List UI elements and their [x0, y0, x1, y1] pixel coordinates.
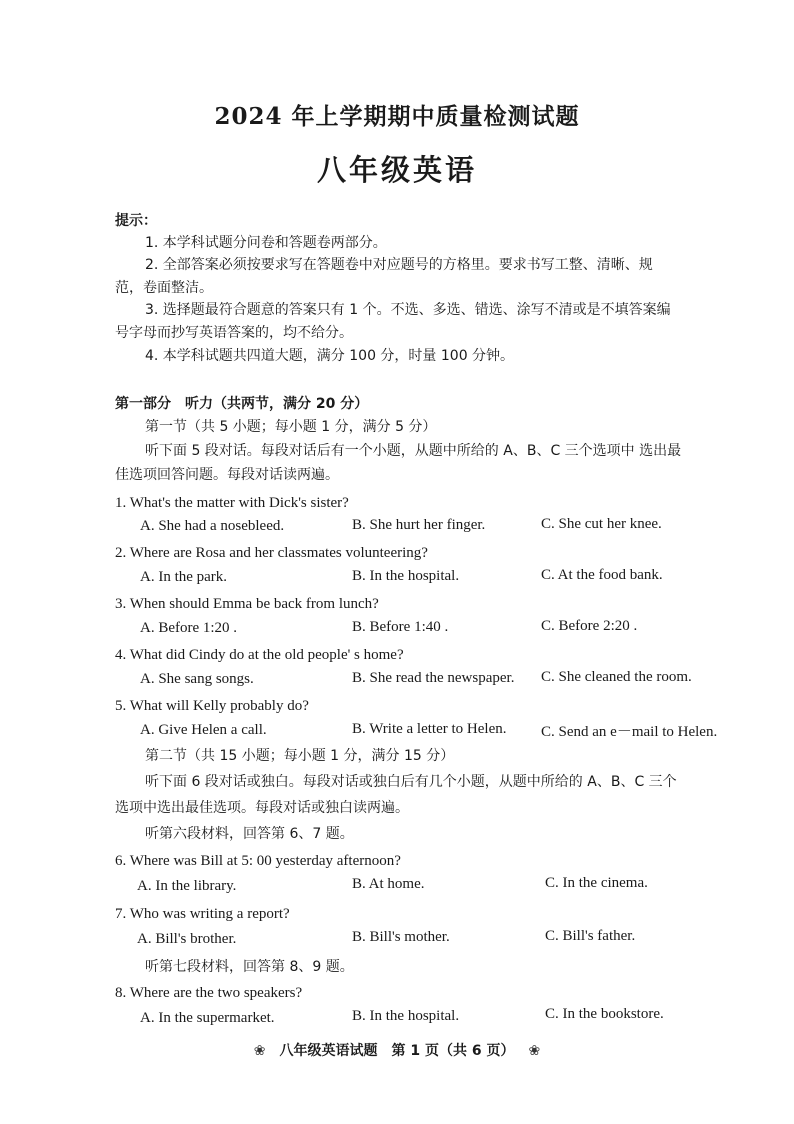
q8-option-b: B. In the hospital.	[352, 1008, 460, 1024]
question-4: 4. What did Cindy do at the old people' s home?	[115, 647, 404, 663]
section2-instructions-cont: 选项中选出最佳选项。每段对话或独白读两遍。	[115, 800, 409, 816]
q2-option-b: B. In the hospital.	[352, 568, 460, 584]
q5-option-b: B. Write a letter to Helen.	[352, 721, 507, 737]
flower-ornament-icon: ❀	[528, 1043, 541, 1059]
q4-option-c: C. She cleaned the room.	[541, 669, 692, 685]
tip-item-2-cont: 范，卷面整洁。	[115, 280, 213, 296]
q7-option-c: C. Bill's father.	[545, 928, 636, 944]
q7-option-a: A. Bill's brother.	[137, 931, 237, 947]
material-6-note: 听第六段材料，回答第 6、7 题。	[145, 826, 354, 842]
q2-option-c: C. At the food bank.	[541, 567, 663, 583]
question-7: 7. Who was writing a report?	[115, 906, 290, 922]
tip-item-1: 1. 本学科试题分问卷和答题卷两部分。	[145, 235, 387, 251]
q6-option-b: B. At home.	[352, 876, 425, 892]
question-1: 1. What's the matter with Dick's sister?	[115, 495, 349, 511]
q4-option-a: A. She sang songs.	[140, 671, 254, 687]
q8-option-a: A. In the supermarket.	[140, 1010, 275, 1026]
q3-option-c: C. Before 2:20 .	[541, 618, 638, 634]
question-6: 6. Where was Bill at 5: 00 yesterday afternoon?	[115, 853, 401, 869]
question-5: 5. What will Kelly probably do?	[115, 698, 309, 714]
tip-item-4: 4. 本学科试题共四道大题，满分 100 分，时量 100 分钟。	[145, 348, 515, 364]
section2-heading: 第二节（共 15 小题；每小题 1 分，满分 15 分）	[145, 748, 455, 764]
section1-heading: 第一节（共 5 小题；每小题 1 分，满分 5 分）	[145, 419, 437, 435]
q6-option-a: A. In the library.	[137, 878, 237, 894]
q8-option-c: C. In the bookstore.	[545, 1006, 664, 1022]
q1-option-b: B. She hurt her finger.	[352, 517, 486, 533]
q1-option-c: C. She cut her knee.	[541, 516, 662, 532]
q2-option-a: A. In the park.	[140, 569, 228, 585]
tip-item-3: 3. 选择题最符合题意的答案只有 1 个。不选、多选、错选、涂写不清或是不填答案编	[145, 302, 671, 318]
question-3: 3. When should Emma be back from lunch?	[115, 596, 379, 612]
q5-option-a: A. Give Helen a call.	[140, 722, 267, 738]
tips-label: 提示：	[115, 213, 157, 229]
exam-subject: 八年级英语	[316, 153, 477, 187]
exam-title: 2024 年上学期期中质量检测试题	[214, 103, 580, 130]
q4-option-b: B. She read the newspaper.	[352, 670, 515, 686]
section2-instructions: 听下面 6 段对话或独白。每段对话或独白后有几个小题，从题中所给的 A、B、C 三个	[145, 774, 677, 790]
footer-text: 八年级英语试题 第 1 页（共 6 页）	[279, 1043, 515, 1059]
tip-item-2: 2. 全部答案必须按要求写在答题卷中对应题号的方格里。要求书写工整、清晰、规	[145, 257, 653, 273]
q1-option-a: A. She had a nosebleed.	[140, 518, 285, 534]
page-footer	[0, 1040, 794, 1060]
flower-ornament-icon: ❀	[253, 1043, 266, 1059]
section1-instructions-cont: 佳选项回答问题。每段对话读两遍。	[115, 467, 339, 483]
q7-option-b: B. Bill's mother.	[352, 929, 450, 945]
q6-option-c: C. In the cinema.	[545, 875, 648, 891]
material-7-note: 听第七段材料，回答第 8、9 题。	[145, 959, 354, 975]
tip-item-3-cont: 号字母而抄写英语答案的，均不给分。	[115, 325, 353, 341]
q3-option-a: A. Before 1:20 .	[140, 620, 238, 636]
q3-option-b: B. Before 1:40 .	[352, 619, 449, 635]
question-8: 8. Where are the two speakers?	[115, 985, 303, 1001]
question-2: 2. Where are Rosa and her classmates volunteering?	[115, 545, 428, 561]
q5-option-c: C. Send an e－mail to Helen.	[541, 724, 718, 740]
part1-heading: 第一部分 听力（共两节，满分 20 分）	[115, 396, 369, 412]
section1-instructions: 听下面 5 段对话。每段对话后有一个小题，从题中所给的 A、B、C 三个选项中 选出最	[145, 443, 682, 459]
